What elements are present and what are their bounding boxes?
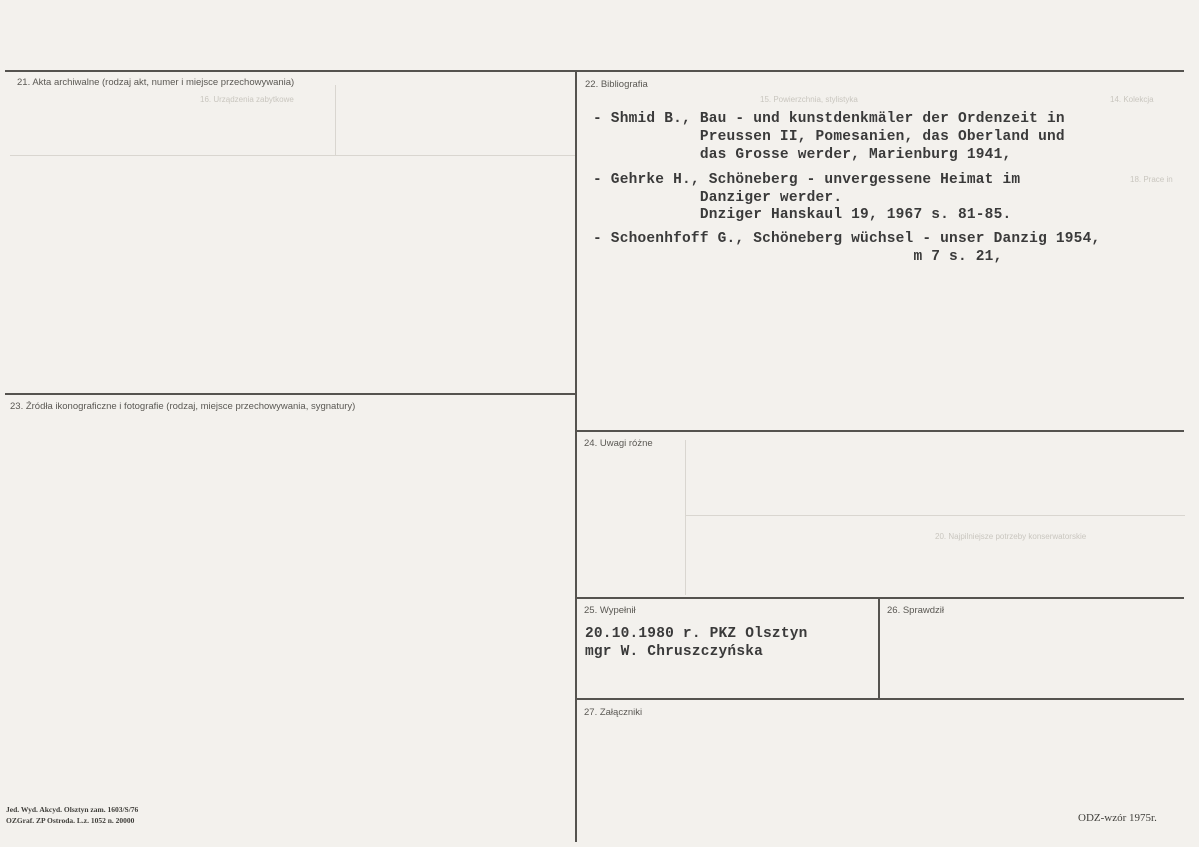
bleed-text: 15. Powierzchnia, stylistyka [760, 95, 858, 104]
bleed-line [10, 155, 575, 156]
bleed-line [685, 515, 1185, 516]
bleed-line [685, 440, 686, 595]
bibliography-line: - Shmid B., Bau - und kunstdenkmäler der Ordenzeit in [593, 111, 1065, 127]
printer-info-line1: Jed. Wyd. Akcyd. Olsztyn zam. 1603/S/76 [6, 805, 139, 814]
archival-records-label: 21. Akta archiwalne (rodzaj akt, numer i miejsce przechowywania) [17, 77, 295, 88]
right-section-divider-24 [576, 430, 1184, 432]
bibliography-label: 22. Bibliografia [585, 79, 648, 90]
printer-info-line2: OZGraf. ZP Ostroda. L.z. 1052 n. 20000 [6, 816, 135, 825]
bibliography-line: Dnziger Hanskaul 19, 1967 s. 81-85. [593, 207, 1012, 223]
filled-by-name: mgr W. Chruszczyńska [585, 644, 764, 660]
bleed-text: 14. Kolekcja [1110, 95, 1154, 104]
bleed-text: 16. Urządzenia zabytkowe [200, 95, 294, 104]
right-section-divider-25 [576, 597, 1184, 599]
top-rule [5, 70, 1184, 72]
bibliography-line: Preussen II, Pomesanien, das Oberland und [593, 129, 1065, 145]
filled-by-date: 20.10.1980 r. PKZ Olsztyn [585, 626, 808, 642]
form-id: ODZ-wzór 1975r. [1078, 812, 1157, 824]
signature-divider [878, 597, 880, 698]
attachments-label: 27. Załączniki [584, 707, 643, 718]
bibliography-line: - Gehrke H., Schöneberg - unvergessene Heimat im [593, 172, 1021, 188]
bleed-text: 20. Najpilniejsze potrzeby konserwatorskie [935, 532, 1087, 541]
bleed-line [335, 85, 336, 155]
bibliography-line: - Schoenhfoff G., Schöneberg wüchsel - unser Danzig 1954, [593, 231, 1101, 247]
left-section-divider [5, 393, 576, 395]
bibliography-line: Danziger werder. [593, 190, 843, 206]
filled-by-label: 25. Wypełnił [584, 605, 636, 616]
iconographic-sources-label: 23. Źródła ikonograficzne i fotografie (rodzaj, miejsce przechowywania, sygnatury) [10, 401, 356, 412]
center-divider [575, 70, 577, 842]
checked-by-label: 26. Sprawdził [887, 605, 945, 616]
bleed-text: 18. Prace in [1130, 175, 1173, 184]
bibliography-line: m 7 s. 21, [593, 249, 1003, 265]
bibliography-line: das Grosse werder, Marienburg 1941, [593, 147, 1012, 163]
right-section-divider-27 [576, 698, 1184, 700]
remarks-label: 24. Uwagi różne [584, 438, 653, 449]
